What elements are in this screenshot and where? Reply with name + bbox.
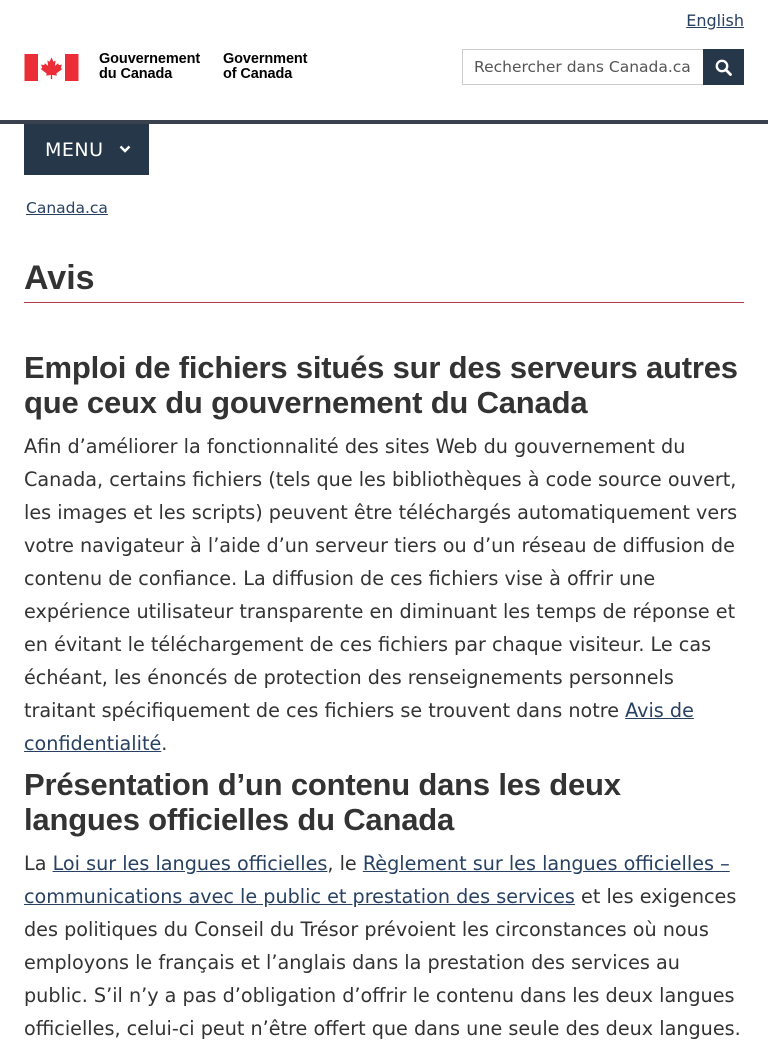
section-heading: Emploi de fichiers situés sur des serveurs autres que ceux du gouvernement du Canada: [24, 350, 738, 420]
title-underline: [24, 302, 744, 303]
paragraph-text-end: .: [161, 732, 168, 755]
canada-flag-icon: [24, 54, 79, 81]
section-heading: Présentation d’un contenu dans les deux langues officielles du Canada: [24, 767, 621, 837]
search-button[interactable]: [703, 49, 744, 85]
wordmark-french: [99, 52, 200, 82]
section-official-languages: [24, 767, 744, 1045]
wordmark-en-line2: of Canada: [223, 66, 293, 82]
paragraph-text: et les exigences des politiques du Conseil du Trésor prévoient les circonstances où nous employons le français et l’anglais dans la prestation des services au public. S’il n’y a pas d’obligation d’offrir le contenu dans les deux langues officielles, celui-ci peut n’être offert que dans une seule des deux langues.: [24, 885, 741, 1040]
government-signature[interactable]: [24, 51, 308, 82]
wordmark-fr-line2: du Canada: [99, 66, 173, 82]
paragraph-text: Afin d’améliorer la fonctionnalité des sites Web du gouvernement du Canada, certains fichiers (tels que les bibliothèques à code source ouvert, les images et les scripts) peuvent être téléchargés automatiquement vers votre navigateur à l’aide d’un serveur tiers ou d’un réseau de diffusion de contenu de confiance. La diffusion de ces fichiers vise à offrir une expérience utilisateur transparente en diminuant les temps de réponse et en évitant le téléchargement de ces fichiers par chaque visiteur. Le cas échéant, les énoncés de protection des renseignements personnels traitant spécifiquement de ces fichiers se trouvent dans notre: [24, 435, 738, 722]
wordmark-en-line1: Government: [223, 51, 308, 67]
privacy-notice-link[interactable]: Avis de confidentialité: [24, 699, 694, 755]
search-icon: [715, 59, 732, 76]
breadcrumb: [26, 199, 108, 217]
menu-button-label: MENU: [45, 138, 104, 161]
paragraph-text: , le: [327, 852, 363, 875]
site-search: [462, 49, 744, 85]
section-third-party-files: [24, 350, 744, 760]
search-input[interactable]: [462, 49, 703, 85]
language-toggle-link[interactable]: English: [686, 11, 744, 30]
official-languages-regulations-link[interactable]: Règlement sur les langues officielles – communications avec le public et prestation des services: [24, 852, 730, 908]
section-paragraph: [24, 430, 744, 760]
wordmark-fr-line1: Gouvernement: [99, 51, 201, 67]
section-paragraph: [24, 847, 744, 1045]
menu-button[interactable]: [24, 124, 149, 175]
page-title: Avis: [24, 259, 95, 297]
chevron-down-icon: [119, 143, 131, 155]
breadcrumb-link-canada[interactable]: Canada.ca: [26, 199, 108, 217]
official-languages-act-link[interactable]: Loi sur les langues officielles: [52, 852, 328, 875]
paragraph-text: La: [24, 852, 53, 875]
wordmark-english: [223, 52, 307, 82]
